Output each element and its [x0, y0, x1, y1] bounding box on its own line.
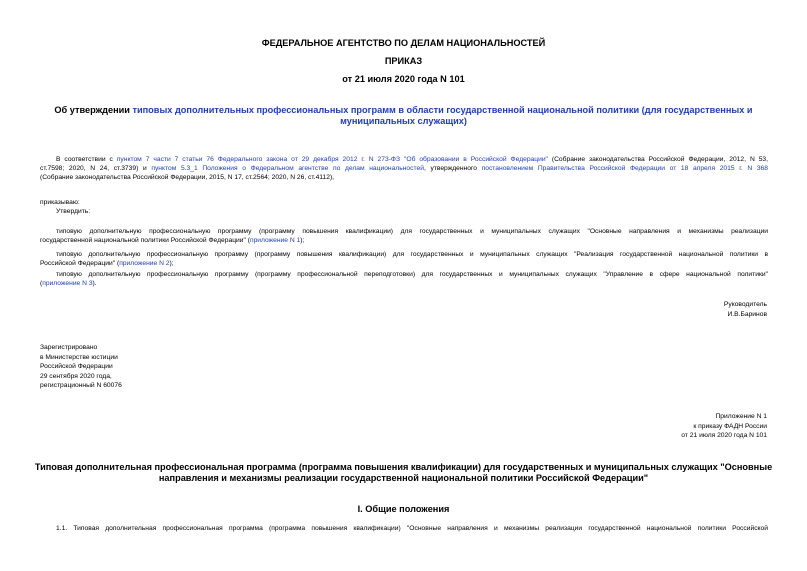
- signature-name: И.В.Баринов: [727, 310, 767, 318]
- appendix-line: к приказу ФАДН России: [693, 422, 767, 430]
- document-title: [0, 105, 807, 127]
- title-link-continued[interactable]: муниципальных служащих): [340, 116, 467, 126]
- order-item-text: (: [40, 280, 43, 287]
- order-item-text: типовую дополнительную профессиональную программу (программу повышения квалификации) для государственных и муниципальных служащих "Реализация государственной национальной политики в: [56, 251, 768, 258]
- order-item-1: [40, 227, 768, 245]
- appendix-header: [681, 412, 767, 441]
- decree-368-link[interactable]: постановлением Правительства Российской Федерации от 18 апреля 2015 г. N 368: [481, 165, 768, 172]
- appendix-2-link[interactable]: приложение N 2: [119, 260, 170, 267]
- appendix-line: Приложение N 1: [715, 413, 767, 420]
- preamble-text: (Собрание законодательства Российской Федерации, 2015, N 17, ст.2564; 2020, N 26, ст.4112),: [40, 174, 335, 181]
- registration-line: Зарегистрировано: [40, 344, 98, 351]
- program-title-line: направления и механизмы реализации государственной национальной политики Российской Федерации": [158, 473, 649, 483]
- preamble-text: В соответствии с: [56, 156, 117, 163]
- agency-heading: ФЕДЕРАЛЬНОЕ АГЕНТСТВО ПО ДЕЛАМ НАЦИОНАЛЬНОСТЕЙ: [261, 38, 546, 48]
- doc-type-heading: ПРИКАЗ: [384, 56, 423, 66]
- preamble-text: (Собрание законодательства Российской Федерации, 2012, N 53,: [547, 156, 769, 163]
- order-item-text: ).: [92, 280, 97, 287]
- order-item-text: );: [300, 237, 305, 244]
- program-title: [0, 462, 807, 484]
- section-text: 1.1. Типовая дополнительная профессиональная программа (программа повышения квалификации) "Основные направления и механизмы реализации государственной национальной политики Российской: [56, 525, 768, 532]
- registration-line: в Министерстве юстиции: [40, 353, 118, 361]
- title-prefix: Об утверждении: [54, 105, 133, 115]
- appendix-3-link[interactable]: приложение N 3: [42, 280, 93, 287]
- registration-line: Российской Федерации: [40, 363, 113, 371]
- preamble-text: ст.7598; 2020, N 24, ст.3739) и: [40, 165, 152, 172]
- order-item-text: );: [169, 260, 174, 267]
- section-heading: I. Общие положения: [357, 504, 450, 514]
- signature-position: Руководитель: [723, 301, 767, 308]
- order-item-3: [40, 270, 768, 288]
- order-item-text: типовую дополнительную профессиональную программу (программу повышения квалификации) для государственных и муниципальных служащих "Основные направления и механизмы реализации: [56, 228, 768, 235]
- registration-line: 29 сентября 2020 года,: [40, 372, 112, 380]
- regulation-5-3-1-link[interactable]: пунктом 5.3_1 Положения о Федеральном агентстве по делам национальностей: [151, 165, 424, 172]
- date-number-heading: от 21 июля 2020 года N 101: [342, 74, 465, 84]
- signature-block: [724, 300, 767, 319]
- appendix-1-link[interactable]: приложение N 1: [249, 237, 301, 244]
- order-item-2: [40, 250, 768, 268]
- prikazyvayu-label: приказываю:: [40, 199, 80, 206]
- order-item-text: типовую дополнительную профессиональную программу (программу профессиональной переподготовки) для государственных и муниципальных служащих "Управление в сфере национальной политики": [56, 271, 768, 278]
- utverdit-label: Утвердить:: [56, 208, 91, 215]
- order-item-text: Российской Федерации" (: [40, 260, 120, 267]
- order-item-text: государственной национальной политики Российской Федерации" (: [40, 237, 250, 244]
- law-273-link[interactable]: пунктом 7 части 7 статьи 76 Федерального закона от 29 декабря 2012 г. N 273-ФЗ "Об образовании в Российской Федерации": [116, 156, 548, 163]
- program-title-line: Типовая дополнительная профессиональная программа (программа повышения квалификации) для государственных и муниципальных служащих "Основные: [34, 462, 773, 472]
- appendix-line: от 21 июля 2020 года N 101: [681, 432, 767, 440]
- registration-line: регистрационный N 60076: [40, 382, 122, 390]
- section-paragraph: [40, 524, 768, 533]
- title-link[interactable]: типовых дополнительных профессиональных программ в области государственной национальной политики (для государственных и: [132, 105, 753, 115]
- preamble-paragraph: [40, 155, 768, 182]
- preamble-text: , утвержденного: [423, 165, 482, 172]
- registration-block: [40, 343, 122, 391]
